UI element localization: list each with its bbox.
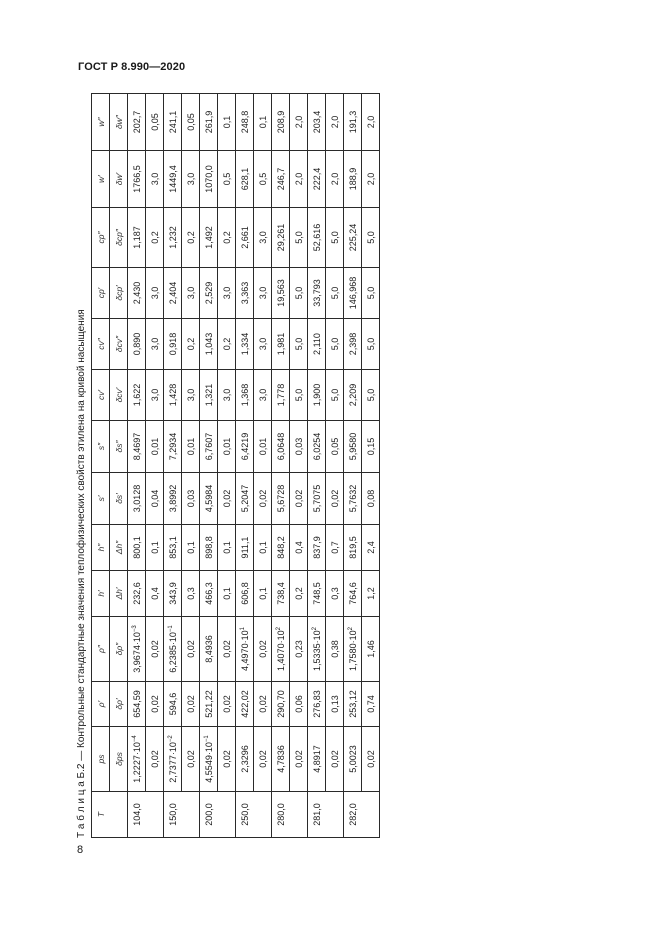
- value-cell: 628,1: [236, 151, 254, 208]
- uncertainty-cell: 0,01: [254, 421, 272, 473]
- uncertainty-cell: 0,13: [326, 682, 344, 727]
- column-uncertainty-symbol: δs″: [110, 421, 128, 473]
- value-cell: 253,12: [344, 682, 362, 727]
- uncertainty-cell: 0,02: [218, 727, 236, 792]
- value-cell: $1,4070\cdot 10^2$: [272, 617, 290, 682]
- uncertainty-cell: 0,04: [146, 473, 164, 525]
- uncertainty-cell: 2,0: [326, 94, 344, 151]
- uncertainty-cell: 3,0: [254, 319, 272, 370]
- temperature-cell: 104,0: [128, 792, 146, 838]
- column-uncertainty-symbol: δw″: [110, 94, 128, 151]
- value-cell: 594,6: [164, 682, 182, 727]
- value-cell: 4,7836: [272, 727, 290, 792]
- column-uncertainty-symbol: δcv″: [110, 319, 128, 370]
- value-cell: 19,563: [272, 268, 290, 319]
- uncertainty-cell: 0,02: [146, 727, 164, 792]
- uncertainty-cell: 0,3: [182, 571, 200, 617]
- uncertainty-cell: 5,0: [290, 319, 308, 370]
- exponent: −1: [203, 735, 210, 743]
- uncertainty-cell: 1,46: [362, 617, 380, 682]
- page-number: 8: [77, 844, 84, 856]
- column-uncertainty-symbol: [110, 792, 128, 838]
- uncertainty-cell: 0,02: [146, 617, 164, 682]
- value-cell: 29,261: [272, 208, 290, 268]
- temperature-cell: 150,0: [164, 792, 182, 838]
- uncertainty-cell: 0,06: [290, 682, 308, 727]
- uncertainty-cell: 5,0: [326, 268, 344, 319]
- uncertainty-cell: 2,0: [290, 151, 308, 208]
- uncertainty-cell: 0,74: [362, 682, 380, 727]
- column-symbol: s″: [92, 421, 110, 473]
- uncertainty-cell: 0,02: [182, 727, 200, 792]
- value-cell: 837,9: [308, 525, 326, 571]
- column-uncertainty-symbol: δs′: [110, 473, 128, 525]
- value-cell: 6,4219: [236, 421, 254, 473]
- uncertainty-cell: 0,1: [218, 525, 236, 571]
- header-row-uncertainty: [110, 94, 128, 838]
- table-row: [308, 94, 326, 838]
- table-row-uncertainty: [218, 94, 236, 838]
- value-cell: 276,83: [308, 682, 326, 727]
- value-cell: 1449,4: [164, 151, 182, 208]
- value-cell: 33,793: [308, 268, 326, 319]
- value-cell: $1,5335\cdot 10^2$: [308, 617, 326, 682]
- table-row-uncertainty: [362, 94, 380, 838]
- value-cell: 246,7: [272, 151, 290, 208]
- uncertainty-cell: 0,02: [218, 617, 236, 682]
- uncertainty-cell: 0,2: [290, 571, 308, 617]
- value-cell: 2,3296: [236, 727, 254, 792]
- uncertainty-cell: 0,02: [326, 473, 344, 525]
- value-cell: 6,7607: [200, 421, 218, 473]
- value-cell: 1,428: [164, 370, 182, 421]
- temperature-cell-empty: [182, 792, 200, 838]
- uncertainty-cell: 3,0: [254, 370, 272, 421]
- value-cell: 2,529: [200, 268, 218, 319]
- uncertainty-cell: 0,02: [254, 727, 272, 792]
- uncertainty-cell: 0,7: [326, 525, 344, 571]
- uncertainty-cell: 0,3: [326, 571, 344, 617]
- value-cell: 0,890: [128, 319, 146, 370]
- uncertainty-cell: 0,15: [362, 421, 380, 473]
- value-cell: 5,6728: [272, 473, 290, 525]
- value-cell: 202,7: [128, 94, 146, 151]
- value-cell: 1,981: [272, 319, 290, 370]
- uncertainty-cell: 0,03: [182, 473, 200, 525]
- value-cell: 853,1: [164, 525, 182, 571]
- value-cell: 5,0023: [344, 727, 362, 792]
- value-cell: 0,918: [164, 319, 182, 370]
- temperature-cell: 280,0: [272, 792, 290, 838]
- value-cell: 8,4936: [200, 617, 218, 682]
- uncertainty-cell: 2,0: [362, 151, 380, 208]
- temperature-cell-empty: [146, 792, 164, 838]
- column-symbol: cp′: [92, 268, 110, 319]
- value-cell: 819,5: [344, 525, 362, 571]
- uncertainty-cell: 0,02: [254, 682, 272, 727]
- temperature-cell-empty: [290, 792, 308, 838]
- uncertainty-cell: 0,01: [182, 421, 200, 473]
- value-cell: $2,7377\cdot 10^{-2}$: [164, 727, 182, 792]
- value-cell: 1,334: [236, 319, 254, 370]
- uncertainty-cell: 3,0: [254, 208, 272, 268]
- rotated-table-block: [73, 94, 413, 838]
- value-cell: 2,430: [128, 268, 146, 319]
- uncertainty-cell: 0,5: [254, 151, 272, 208]
- value-cell: 8,4697: [128, 421, 146, 473]
- uncertainty-cell: 0,2: [218, 208, 236, 268]
- value-cell: 1,900: [308, 370, 326, 421]
- header-row-symbols: [92, 94, 110, 838]
- exponent: −2: [167, 735, 174, 743]
- value-cell: 6,0648: [272, 421, 290, 473]
- uncertainty-cell: 0,02: [146, 682, 164, 727]
- value-cell: 261,9: [200, 94, 218, 151]
- column-symbol: ps: [92, 727, 110, 792]
- value-cell: 225,24: [344, 208, 362, 268]
- value-cell: 52,616: [308, 208, 326, 268]
- uncertainty-cell: 0,02: [290, 473, 308, 525]
- temperature-cell: 250,0: [236, 792, 254, 838]
- value-cell: 3,363: [236, 268, 254, 319]
- uncertainty-cell: 2,0: [290, 94, 308, 151]
- table-row-uncertainty: [254, 94, 272, 838]
- uncertainty-cell: 3,0: [182, 151, 200, 208]
- column-symbol: h″: [92, 525, 110, 571]
- uncertainty-cell: 5,0: [362, 370, 380, 421]
- value-cell: 1,778: [272, 370, 290, 421]
- exponent: −1: [167, 625, 174, 633]
- uncertainty-cell: 3,0: [182, 370, 200, 421]
- value-cell: 146,968: [344, 268, 362, 319]
- uncertainty-cell: 0,01: [146, 421, 164, 473]
- value-cell: 1,368: [236, 370, 254, 421]
- uncertainty-cell: 0,02: [254, 473, 272, 525]
- value-cell: 188,9: [344, 151, 362, 208]
- value-cell: 898,8: [200, 525, 218, 571]
- uncertainty-cell: 3,0: [146, 268, 164, 319]
- column-symbol: ρ′: [92, 682, 110, 727]
- value-cell: 2,110: [308, 319, 326, 370]
- uncertainty-cell: 5,0: [290, 268, 308, 319]
- uncertainty-cell: 0,02: [290, 727, 308, 792]
- exponent: −4: [131, 735, 138, 743]
- uncertainty-cell: 0,05: [146, 94, 164, 151]
- value-cell: 6,0254: [308, 421, 326, 473]
- uncertainty-cell: 0,1: [218, 94, 236, 151]
- column-uncertainty-symbol: Δh″: [110, 525, 128, 571]
- value-cell: $4,5549\cdot 10^{-1}$: [200, 727, 218, 792]
- uncertainty-cell: 0,1: [218, 571, 236, 617]
- uncertainty-cell: 5,0: [290, 370, 308, 421]
- value-cell: 606,8: [236, 571, 254, 617]
- value-cell: 2,404: [164, 268, 182, 319]
- uncertainty-cell: 5,0: [290, 208, 308, 268]
- uncertainty-cell: 0,02: [362, 727, 380, 792]
- uncertainty-cell: 0,05: [182, 94, 200, 151]
- column-symbol: h′: [92, 571, 110, 617]
- temperature-cell-empty: [254, 792, 272, 838]
- uncertainty-cell: 5,0: [326, 370, 344, 421]
- value-cell: 911,1: [236, 525, 254, 571]
- temperature-cell: 282,0: [344, 792, 362, 838]
- temperature-cell-empty: [326, 792, 344, 838]
- uncertainty-cell: 2,0: [326, 151, 344, 208]
- uncertainty-cell: 0,2: [182, 208, 200, 268]
- column-uncertainty-symbol: δρ″: [110, 617, 128, 682]
- table-row: [344, 94, 362, 838]
- value-cell: 2,661: [236, 208, 254, 268]
- value-cell: 654,59: [128, 682, 146, 727]
- value-cell: 848,2: [272, 525, 290, 571]
- uncertainty-cell: 5,0: [362, 319, 380, 370]
- value-cell: 422,02: [236, 682, 254, 727]
- exponent: 2: [275, 627, 282, 631]
- document-header: ГОСТ Р 8.990—2020: [78, 61, 186, 73]
- value-cell: $1,7580\cdot 10^2$: [344, 617, 362, 682]
- value-cell: 1766,5: [128, 151, 146, 208]
- uncertainty-cell: 0,02: [218, 682, 236, 727]
- table-row-uncertainty: [146, 94, 164, 838]
- uncertainty-cell: 5,0: [326, 319, 344, 370]
- column-symbol: cv″: [92, 319, 110, 370]
- uncertainty-cell: 0,03: [290, 421, 308, 473]
- value-cell: 748,5: [308, 571, 326, 617]
- uncertainty-cell: 2,4: [362, 525, 380, 571]
- column-uncertainty-symbol: δcp″: [110, 208, 128, 268]
- uncertainty-cell: 0,02: [182, 617, 200, 682]
- value-cell: 4,8917: [308, 727, 326, 792]
- value-cell: 1,321: [200, 370, 218, 421]
- uncertainty-cell: 0,4: [290, 525, 308, 571]
- table-row: [200, 94, 218, 838]
- value-cell: 203,4: [308, 94, 326, 151]
- temperature-cell: 200,0: [200, 792, 218, 838]
- value-cell: 738,4: [272, 571, 290, 617]
- column-uncertainty-symbol: δcp′: [110, 268, 128, 319]
- exponent: 2: [311, 627, 318, 631]
- uncertainty-cell: 0,2: [146, 208, 164, 268]
- uncertainty-cell: 3,0: [182, 268, 200, 319]
- uncertainty-cell: 0,02: [326, 727, 344, 792]
- uncertainty-cell: 0,02: [254, 617, 272, 682]
- value-cell: 466,3: [200, 571, 218, 617]
- column-symbol: T: [92, 792, 110, 838]
- uncertainty-cell: 0,01: [218, 421, 236, 473]
- value-cell: 3,8992: [164, 473, 182, 525]
- value-cell: 1,232: [164, 208, 182, 268]
- value-cell: 241,1: [164, 94, 182, 151]
- value-cell: 800,1: [128, 525, 146, 571]
- table-row: [128, 94, 146, 838]
- uncertainty-cell: 0,38: [326, 617, 344, 682]
- value-cell: $4,4970\cdot 10^1$: [236, 617, 254, 682]
- value-cell: 2,398: [344, 319, 362, 370]
- value-cell: 222,4: [308, 151, 326, 208]
- uncertainty-cell: 2,0: [362, 94, 380, 151]
- table-caption: Т а б л и ц а Б.2 — Контрольные стандартные значения теплофизических свойств этилена на кривой насыщения: [76, 309, 87, 838]
- temperature-cell: 281,0: [308, 792, 326, 838]
- column-symbol: s′: [92, 473, 110, 525]
- table-row-uncertainty: [290, 94, 308, 838]
- uncertainty-cell: 0,1: [254, 525, 272, 571]
- exponent: 2: [347, 627, 354, 631]
- uncertainty-cell: 0,02: [182, 682, 200, 727]
- table-row: [236, 94, 254, 838]
- uncertainty-cell: 0,2: [218, 319, 236, 370]
- uncertainty-cell: 3,0: [146, 151, 164, 208]
- column-uncertainty-symbol: δw′: [110, 151, 128, 208]
- value-cell: 1,043: [200, 319, 218, 370]
- column-uncertainty-symbol: δcv′: [110, 370, 128, 421]
- uncertainty-cell: 0,1: [182, 525, 200, 571]
- value-cell: 232,6: [128, 571, 146, 617]
- value-cell: 5,9580: [344, 421, 362, 473]
- uncertainty-cell: 3,0: [218, 370, 236, 421]
- value-cell: $3,9674\cdot 10^{-3}$: [128, 617, 146, 682]
- value-cell: 1070,0: [200, 151, 218, 208]
- value-cell: 2,209: [344, 370, 362, 421]
- column-uncertainty-symbol: Δh′: [110, 571, 128, 617]
- uncertainty-cell: 0,1: [146, 525, 164, 571]
- value-cell: 1,622: [128, 370, 146, 421]
- value-cell: 191,3: [344, 94, 362, 151]
- column-symbol: cp″: [92, 208, 110, 268]
- uncertainty-cell: 0,5: [218, 151, 236, 208]
- value-cell: $6,2385\cdot 10^{-1}$: [164, 617, 182, 682]
- uncertainty-cell: 0,05: [326, 421, 344, 473]
- value-cell: 764,6: [344, 571, 362, 617]
- uncertainty-cell: 0,4: [146, 571, 164, 617]
- column-symbol: w″: [92, 94, 110, 151]
- value-cell: 290,70: [272, 682, 290, 727]
- value-cell: 521,22: [200, 682, 218, 727]
- temperature-cell-empty: [218, 792, 236, 838]
- uncertainty-cell: 0,2: [182, 319, 200, 370]
- uncertainty-cell: 3,0: [218, 268, 236, 319]
- value-cell: 208,9: [272, 94, 290, 151]
- uncertainty-cell: 5,0: [362, 268, 380, 319]
- exponent: 1: [239, 627, 246, 631]
- uncertainty-cell: 0,02: [218, 473, 236, 525]
- value-cell: 4,5984: [200, 473, 218, 525]
- column-uncertainty-symbol: δρ′: [110, 682, 128, 727]
- value-cell: 5,2047: [236, 473, 254, 525]
- uncertainty-cell: 1,2: [362, 571, 380, 617]
- value-cell: 343,9: [164, 571, 182, 617]
- value-cell: $1,2227\cdot 10^{-4}$: [128, 727, 146, 792]
- value-cell: 5,7075: [308, 473, 326, 525]
- column-uncertainty-symbol: δps: [110, 727, 128, 792]
- uncertainty-cell: 3,0: [254, 268, 272, 319]
- uncertainty-cell: 5,0: [362, 208, 380, 268]
- uncertainty-cell: 0,23: [290, 617, 308, 682]
- table-row-uncertainty: [326, 94, 344, 838]
- column-symbol: ρ″: [92, 617, 110, 682]
- uncertainty-cell: 0,1: [254, 94, 272, 151]
- table-row: [164, 94, 182, 838]
- uncertainty-cell: 5,0: [326, 208, 344, 268]
- value-cell: 1,187: [128, 208, 146, 268]
- column-symbol: w′: [92, 151, 110, 208]
- value-cell: 5,7632: [344, 473, 362, 525]
- table-row: [272, 94, 290, 838]
- saturation-properties-table: [91, 93, 380, 838]
- uncertainty-cell: 3,0: [146, 370, 164, 421]
- value-cell: 3,0128: [128, 473, 146, 525]
- value-cell: 248,8: [236, 94, 254, 151]
- column-symbol: cv′: [92, 370, 110, 421]
- temperature-cell-empty: [362, 792, 380, 838]
- exponent: −3: [131, 625, 138, 633]
- value-cell: 7,2934: [164, 421, 182, 473]
- value-cell: 1,492: [200, 208, 218, 268]
- uncertainty-cell: 0,08: [362, 473, 380, 525]
- uncertainty-cell: 3,0: [146, 319, 164, 370]
- uncertainty-cell: 0,1: [254, 571, 272, 617]
- table-row-uncertainty: [182, 94, 200, 838]
